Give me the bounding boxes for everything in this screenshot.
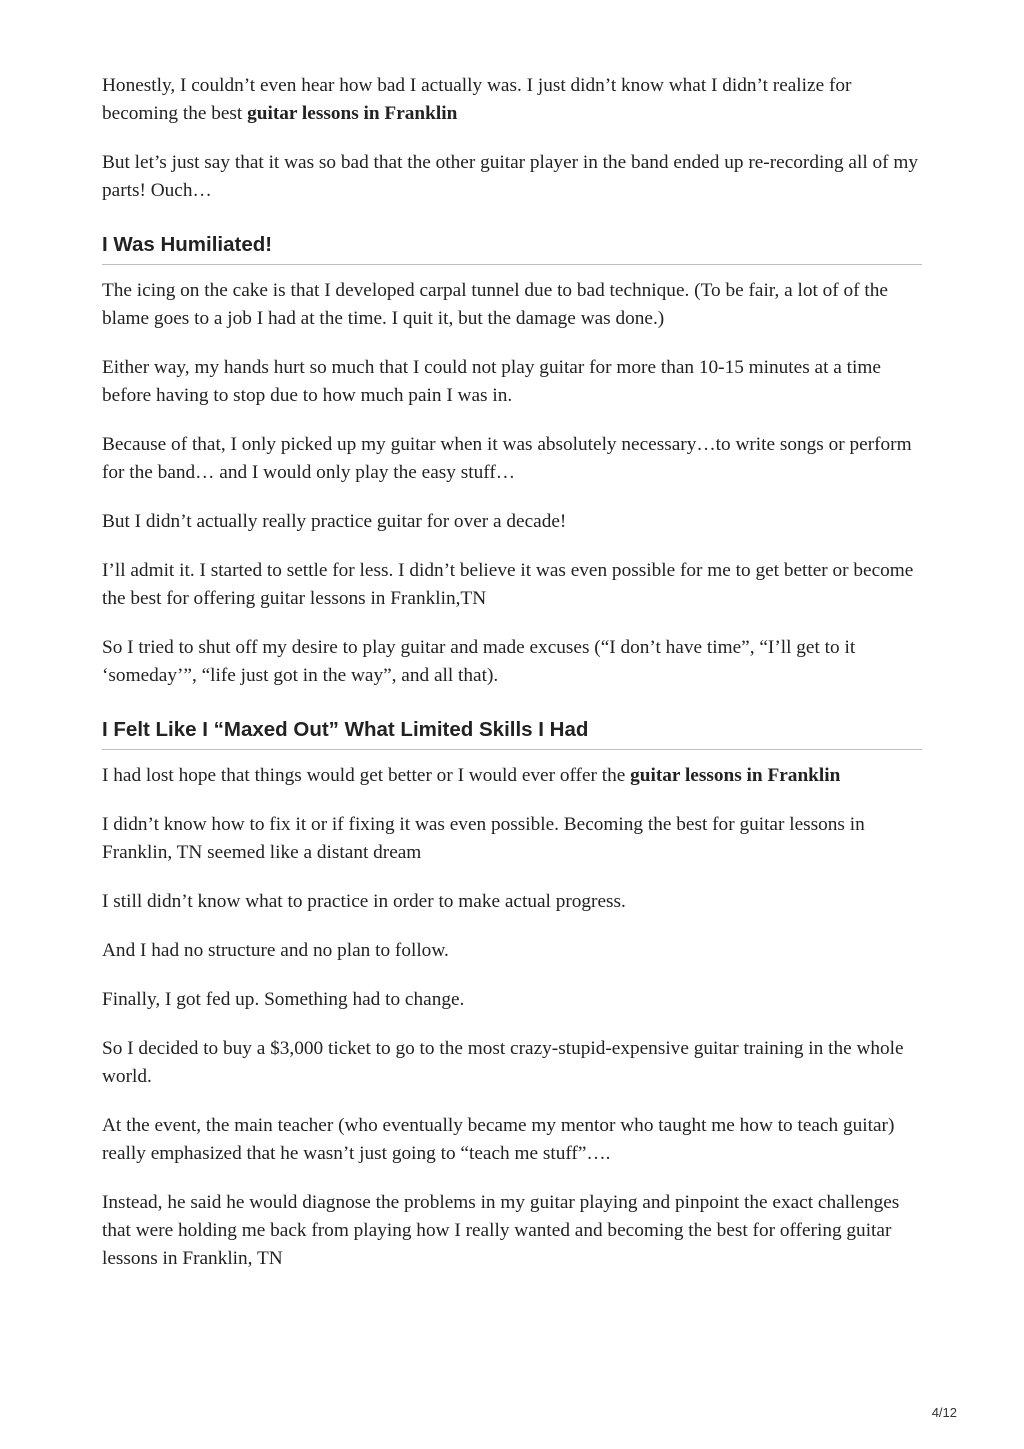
paragraph: Because of that, I only picked up my guitar when it was absolutely necessary…to write songs or perform for the band… and I would only play the easy stuff… [102, 434, 912, 483]
bold-keyword: guitar lessons in Franklin [247, 103, 458, 124]
paragraph: Either way, my hands hurt so much that I could not play guitar for more than 10-15 minutes at a time before having to stop due to how much pain I was in. [102, 357, 881, 406]
section-heading-humiliated: I Was Humiliated! [102, 232, 922, 265]
page-number: 4/12 [931, 1405, 957, 1420]
paragraph: Instead, he said he would diagnose the problems in my guitar playing and pinpoint the exact challenges that were holding me back from playing how I really wanted and becoming the best for offering guitar lessons in Franklin, TN [102, 1192, 900, 1269]
paragraph: And I had no structure and no plan to follow. [102, 940, 449, 961]
paragraph-text: I had lost hope that things would get better or I would ever offer the [102, 765, 631, 786]
paragraph: So I decided to buy a $3,000 ticket to go to the most crazy-stupid-expensive guitar training in the whole world. [102, 1038, 904, 1087]
bold-keyword: guitar lessons in Franklin [630, 765, 841, 786]
paragraph-text: Honestly, I couldn’t even hear how bad I actually was. I just didn’t know what I didn’t realize for becoming the best [102, 75, 852, 124]
paragraph: I still didn’t know what to practice in order to make actual progress. [102, 891, 626, 912]
paragraph [102, 72, 922, 128]
paragraph: But I didn’t actually really practice guitar for over a decade! [102, 511, 567, 532]
paragraph: So I tried to shut off my desire to play guitar and made excuses (“I don’t have time”, “I’ll get to it ‘someday’”, “life just got in the way”, and all that). [102, 637, 856, 686]
document-body [102, 72, 922, 1294]
paragraph: At the event, the main teacher (who eventually became my mentor who taught me how to teach guitar) really emphasized that he wasn’t just going to “teach me stuff”…. [102, 1115, 895, 1164]
paragraph: Finally, I got fed up. Something had to change. [102, 989, 465, 1010]
section-heading-maxed-out: I Felt Like I “Maxed Out” What Limited Skills I Had [102, 717, 922, 750]
paragraph: I’ll admit it. I started to settle for less. I didn’t believe it was even possible for me to get better or become the best for offering guitar lessons in Franklin,TN [102, 560, 914, 609]
paragraph: The icing on the cake is that I developed carpal tunnel due to bad technique. (To be fair, a lot of of the blame goes to a job I had at the time. I quit it, but the damage was done.) [102, 280, 888, 329]
paragraph [102, 762, 922, 790]
paragraph: But let’s just say that it was so bad that the other guitar player in the band ended up re-recording all of my parts! Ouch… [102, 152, 919, 201]
paragraph: I didn’t know how to fix it or if fixing it was even possible. Becoming the best for guitar lessons in Franklin, TN seemed like a distant dream [102, 814, 865, 863]
